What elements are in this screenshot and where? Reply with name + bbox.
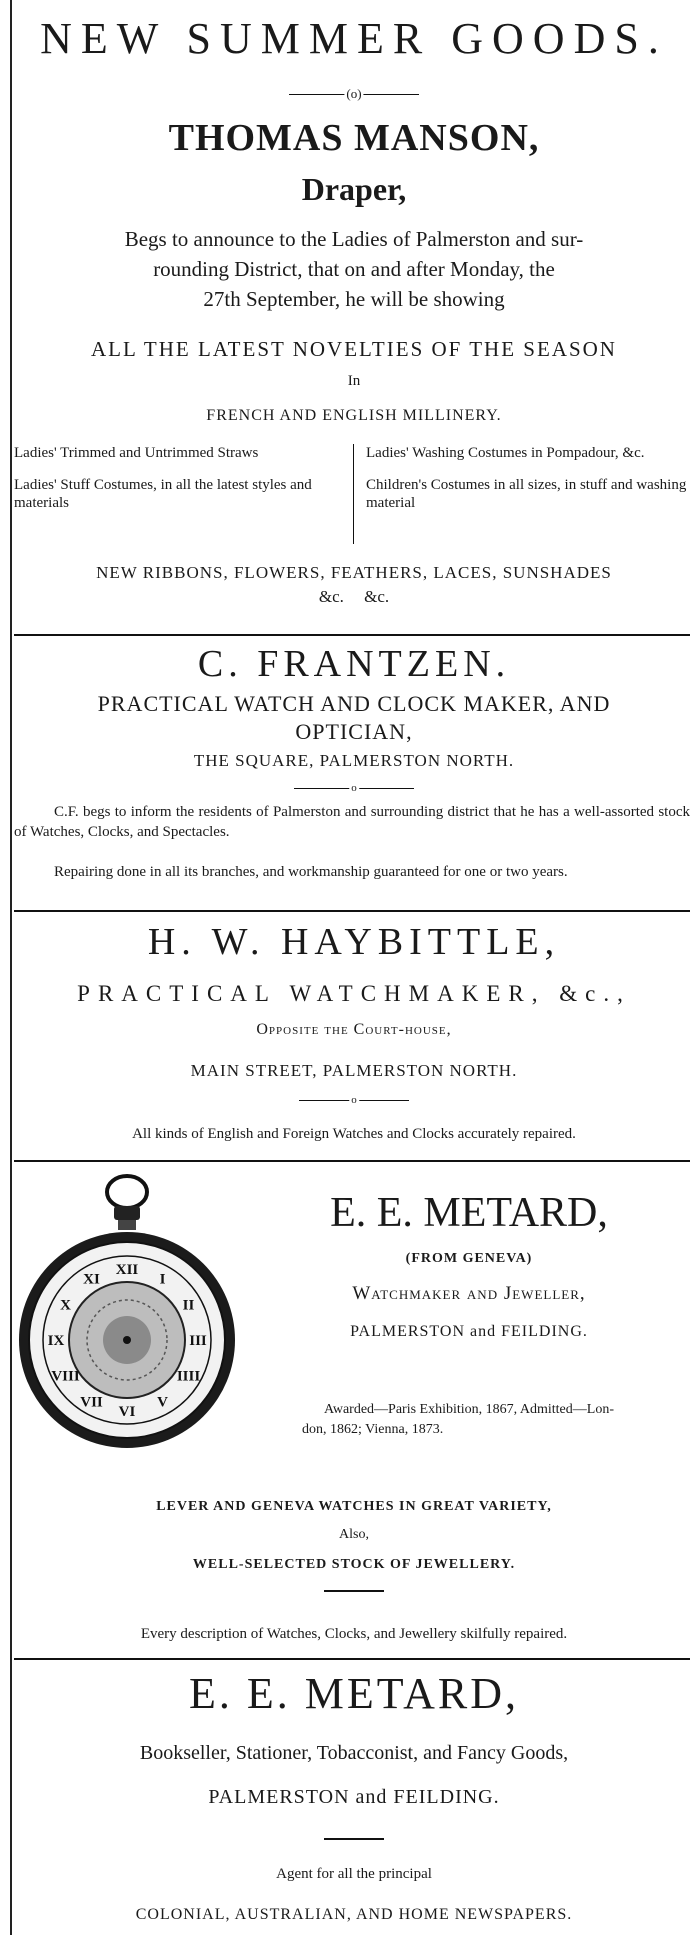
metard2-name: E. E. METARD, xyxy=(188,1669,519,1718)
watch-numeral: III xyxy=(189,1333,207,1349)
watch-numeral: VII xyxy=(80,1394,103,1411)
frantzen-para1: C.F. begs to inform the residents of Palmerston and surrounding district that he has a well-assorted stock of Watches, Clocks, and Spectacles. xyxy=(14,804,690,840)
metard-awards-line1: Awarded—Paris Exhibition, 1867, Admitted—Lon- xyxy=(324,1402,614,1417)
manson-intro-line3: 27th September, he will be showing xyxy=(203,287,505,311)
manson-intro-line1: Begs to announce to the Ladies of Palmerston and sur- xyxy=(124,227,584,251)
metard2-short-rule xyxy=(14,1838,694,1840)
col-right-item-2: Children's Costumes in all sizes, in stuff and washing material xyxy=(366,477,687,511)
metard-repairs: Every description of Watches, Clocks, and Jewellery skilfully repaired. xyxy=(140,1626,568,1642)
frantzen-name: C. FRANTZEN. xyxy=(197,643,511,685)
metard-from: (FROM GENEVA) xyxy=(405,1251,533,1266)
manson-millinery: FRENCH AND ENGLISH MILLINERY. xyxy=(206,407,502,424)
manson-columns xyxy=(14,444,694,544)
watch-numeral: X xyxy=(60,1297,71,1314)
haybittle-opposite: Opposite the Court-house, xyxy=(256,1021,452,1038)
ornament-mark: o xyxy=(351,782,357,794)
haybittle-name: H. W. HAYBITTLE, xyxy=(147,921,561,963)
watch-numeral: IX xyxy=(47,1333,65,1349)
section-rule-4 xyxy=(14,1658,690,1660)
manson-ribbons-line1: NEW RIBBONS, FLOWERS, FEATHERS, LACES, SUNSHADES xyxy=(96,563,612,582)
col-left-item-2: Ladies' Stuff Costumes, in all the latest styles and materials xyxy=(14,477,312,511)
haybittle-ornament xyxy=(14,1092,694,1108)
haybittle-trade: PRACTICAL WATCHMAKER, &c., xyxy=(77,981,631,1006)
ornament-mark: o xyxy=(351,1094,357,1106)
page-left-border xyxy=(10,0,12,1935)
section-rule-3 xyxy=(14,1160,690,1162)
metard-also: Also, xyxy=(339,1527,369,1542)
manson-headline: NEW SUMMER GOODS. xyxy=(40,14,668,63)
manson-novelties: ALL THE LATEST NOVELTIES OF THE SEASON xyxy=(91,337,617,361)
metard2-trade: Bookseller, Stationer, Tobacconist, and Fancy Goods, xyxy=(139,1742,569,1764)
metard-trade: Watchmaker and Jeweller, xyxy=(352,1283,586,1304)
frantzen-ornament xyxy=(14,780,694,796)
watch-numeral: VIII xyxy=(51,1368,80,1385)
manson-name: THOMAS MANSON, xyxy=(168,117,540,159)
metard-awards-line2: don, 1862; Vienna, 1873. xyxy=(302,1422,444,1437)
metard2-places: PALMERSTON and FEILDING. xyxy=(208,1786,500,1808)
col-right-item-1: Ladies' Washing Costumes in Pompadour, &c. xyxy=(366,445,645,461)
metard-short-rule xyxy=(14,1590,694,1592)
watch-numeral: XI xyxy=(83,1271,100,1288)
haybittle-address: MAIN STREET, PALMERSTON NORTH. xyxy=(190,1061,518,1080)
pocket-watch-illustration xyxy=(14,1170,240,1460)
watch-numeral: IIII xyxy=(176,1368,201,1385)
frantzen-trade-line1: PRACTICAL WATCH AND CLOCK MAKER, AND xyxy=(97,691,611,716)
metard-awards xyxy=(244,1400,694,1440)
watch-numeral: V xyxy=(157,1394,168,1411)
manson-trade: Draper, xyxy=(301,171,407,207)
frantzen-para2: Repairing done in all its branches, and workmanship guaranteed for one or two years. xyxy=(54,864,568,880)
metard-lever: LEVER AND GENEVA WATCHES IN GREAT VARIETY, xyxy=(156,1499,552,1514)
metard2-agent: Agent for all the principal xyxy=(276,1866,432,1882)
metard-jewellery: WELL-SELECTED STOCK OF JEWELLERY. xyxy=(192,1557,516,1572)
col-left-item-1: Ladies' Trimmed and Untrimmed Straws xyxy=(14,445,259,461)
section-rule-1 xyxy=(14,634,690,636)
column-divider xyxy=(353,444,354,544)
manson-col-left xyxy=(14,444,354,526)
section-rule-2 xyxy=(14,910,690,912)
manson-ornament xyxy=(14,86,694,102)
watch-numeral: I xyxy=(159,1271,166,1288)
watch-numeral: XII xyxy=(115,1262,139,1278)
metard-heading-block xyxy=(244,1170,694,1342)
metard-name: E. E. METARD, xyxy=(330,1190,608,1236)
watch-numeral: II xyxy=(182,1297,195,1314)
manson-col-right xyxy=(354,444,694,526)
manson-in: In xyxy=(347,373,361,389)
ornament-mark: (o) xyxy=(346,86,362,101)
watch-numeral: VI xyxy=(118,1404,136,1420)
frantzen-trade-line2: OPTICIAN, xyxy=(295,719,413,744)
metard2-papers: COLONIAL, AUSTRALIAN, AND HOME NEWSPAPERS. xyxy=(135,1906,573,1923)
manson-intro-line2: rounding District, that on and after Monday, the xyxy=(153,257,555,281)
manson-ribbons-line2: &c. &c. xyxy=(318,587,390,606)
frantzen-address: THE SQUARE, PALMERSTON NORTH. xyxy=(193,751,515,770)
haybittle-repairs: All kinds of English and Foreign Watches and Clocks accurately repaired. xyxy=(132,1126,576,1142)
metard-places: PALMERSTON and FEILDING. xyxy=(350,1323,588,1340)
